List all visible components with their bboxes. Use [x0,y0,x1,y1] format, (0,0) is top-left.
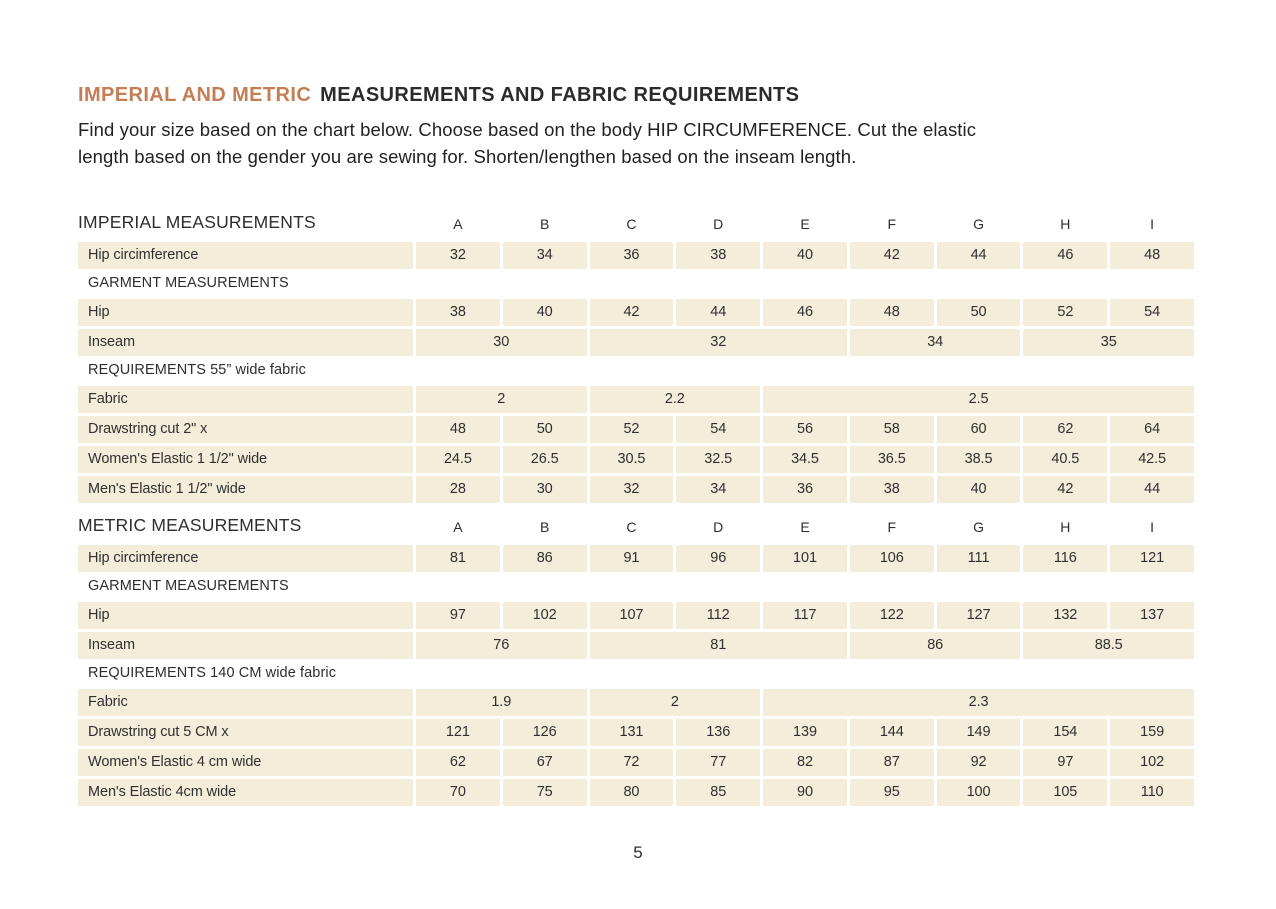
value-cell: 85 [676,779,760,806]
value-cell: 132 [1023,602,1107,629]
value-cell: 121 [1110,545,1194,572]
imperial-section-title: IMPERIAL MEASUREMENTS [78,212,316,232]
metric-column-letter-f: F [887,519,897,535]
row-label: Hip [78,299,413,326]
row-label: Hip circimference [78,242,413,269]
value-cell: 60 [937,416,1021,443]
value-cell: 106 [850,545,934,572]
metric-header-row [78,515,1194,536]
row-label: Women's Elastic 1 1/2" wide [78,446,413,473]
intro-line-1: Find your size based on the chart below. Choose based on the body HIP CIRCUMFERENCE. Cut the elastic [78,119,977,140]
value-cell: 149 [937,719,1021,746]
page-title [78,83,1194,107]
imperial-column-letter-g: G [973,216,984,232]
value-cell: 54 [676,416,760,443]
measurement-tables [78,212,1194,806]
intro-paragraph [78,116,1194,170]
metric-column-letter-b: B [539,519,550,535]
metric-row-drawstring-cut-5-cm-x [78,719,1194,746]
value-cell: 32.5 [676,446,760,473]
value-cell: 34 [676,476,760,503]
value-cell: 76 [416,632,587,659]
value-cell: 72 [590,749,674,776]
value-cell: 126 [503,719,587,746]
imperial-subheader-garment-measurements: GARMENT MEASUREMENTS [88,275,289,291]
value-cell: 95 [850,779,934,806]
value-cell: 107 [590,602,674,629]
value-cell: 86 [850,632,1021,659]
value-cell: 90 [763,779,847,806]
value-cell: 159 [1110,719,1194,746]
imperial-column-letter-d: D [713,216,724,232]
value-cell: 48 [1110,242,1194,269]
value-cell: 122 [850,602,934,629]
value-cell: 36 [763,476,847,503]
value-cell: 32 [590,329,847,356]
value-cell: 2 [416,386,587,413]
imperial-row-hip [78,299,1194,326]
row-label: Women's Elastic 4 cm wide [78,749,413,776]
value-cell: 38 [416,299,500,326]
value-cell: 54 [1110,299,1194,326]
value-cell: 36 [590,242,674,269]
value-cell: 40 [503,299,587,326]
value-cell: 81 [590,632,847,659]
value-cell: 2.3 [763,689,1194,716]
metric-column-letter-c: C [626,519,637,535]
value-cell: 40 [937,476,1021,503]
value-cell: 38 [850,476,934,503]
row-label: Drawstring cut 5 CM x [78,719,413,746]
imperial-row-fabric [78,386,1194,413]
row-label: Inseam [78,632,413,659]
value-cell: 144 [850,719,934,746]
value-cell: 116 [1023,545,1107,572]
metric-row-fabric [78,689,1194,716]
value-cell: 154 [1023,719,1107,746]
metric-column-letter-i: I [1150,519,1155,535]
imperial-column-letter-i: I [1150,216,1155,232]
value-cell: 34 [850,329,1021,356]
value-cell: 82 [763,749,847,776]
value-cell: 2.5 [763,386,1194,413]
value-cell: 111 [937,545,1021,572]
row-label: Hip [78,602,413,629]
value-cell: 40 [763,242,847,269]
value-cell: 102 [503,602,587,629]
imperial-column-letter-h: H [1060,216,1071,232]
value-cell: 62 [1023,416,1107,443]
row-label: Fabric [78,689,413,716]
value-cell: 44 [676,299,760,326]
value-cell: 2.2 [590,386,761,413]
page-title-main: MEASUREMENTS AND FABRIC REQUIREMENTS [320,84,800,106]
value-cell: 30 [503,476,587,503]
value-cell: 100 [937,779,1021,806]
value-cell: 32 [590,476,674,503]
imperial-row-drawstring-cut-2-x [78,416,1194,443]
value-cell: 52 [590,416,674,443]
value-cell: 102 [1110,749,1194,776]
value-cell: 50 [503,416,587,443]
imperial-row-men-s-elastic-1-1-2-wide [78,476,1194,503]
imperial-row-women-s-elastic-1-1-2-wide [78,446,1194,473]
value-cell: 58 [850,416,934,443]
row-label: Fabric [78,386,413,413]
value-cell: 28 [416,476,500,503]
value-cell: 86 [503,545,587,572]
value-cell: 26.5 [503,446,587,473]
metric-subheader-requirements-140-cm-wide-fabric: REQUIREMENTS 140 CM wide fabric [88,665,337,681]
metric-column-letter-h: H [1060,519,1071,535]
value-cell: 30.5 [590,446,674,473]
value-cell: 42 [590,299,674,326]
value-cell: 110 [1110,779,1194,806]
value-cell: 30 [416,329,587,356]
value-cell: 139 [763,719,847,746]
value-cell: 67 [503,749,587,776]
value-cell: 97 [1023,749,1107,776]
value-cell: 48 [850,299,934,326]
page-number: 5 [633,843,643,862]
imperial-measurements-table [78,212,1194,503]
metric-column-letter-d: D [713,519,724,535]
intro-line-2: length based on the gender you are sewing for. Shorten/lengthen based on the inseam length. [78,146,857,167]
value-cell: 2 [590,689,761,716]
value-cell: 101 [763,545,847,572]
value-cell: 117 [763,602,847,629]
metric-row-men-s-elastic-4cm-wide [78,779,1194,806]
row-label: Men's Elastic 1 1/2" wide [78,476,413,503]
metric-column-letter-e: E [800,519,810,535]
value-cell: 62 [416,749,500,776]
value-cell: 24.5 [416,446,500,473]
page-title-accent: IMPERIAL AND METRIC [78,84,312,106]
imperial-row-inseam [78,329,1194,356]
value-cell: 70 [416,779,500,806]
metric-row-hip-circimference [78,545,1194,572]
value-cell: 80 [590,779,674,806]
row-label: Men's Elastic 4cm wide [78,779,413,806]
value-cell: 44 [937,242,1021,269]
metric-section-title: METRIC MEASUREMENTS [78,515,302,535]
row-label: Inseam [78,329,413,356]
value-cell: 105 [1023,779,1107,806]
value-cell: 88.5 [1023,632,1194,659]
value-cell: 56 [763,416,847,443]
metric-subheader-garment-measurements: GARMENT MEASUREMENTS [88,578,289,594]
value-cell: 92 [937,749,1021,776]
imperial-column-letter-e: E [800,216,810,232]
value-cell: 52 [1023,299,1107,326]
value-cell: 81 [416,545,500,572]
row-label: Hip circimference [78,545,413,572]
value-cell: 121 [416,719,500,746]
imperial-subheader-requirements-55-wide-fabric: REQUIREMENTS 55” wide fabric [88,362,306,378]
value-cell: 46 [763,299,847,326]
metric-column-letter-g: G [973,519,984,535]
value-cell: 38 [676,242,760,269]
value-cell: 137 [1110,602,1194,629]
value-cell: 91 [590,545,674,572]
metric-row-hip [78,602,1194,629]
value-cell: 38.5 [937,446,1021,473]
value-cell: 131 [590,719,674,746]
value-cell: 136 [676,719,760,746]
value-cell: 42 [850,242,934,269]
value-cell: 64 [1110,416,1194,443]
value-cell: 77 [676,749,760,776]
metric-measurements-table [78,515,1194,806]
value-cell: 34 [503,242,587,269]
value-cell: 48 [416,416,500,443]
value-cell: 1.9 [416,689,587,716]
metric-row-inseam [78,632,1194,659]
imperial-column-letter-a: A [453,216,463,232]
imperial-column-letter-f: F [887,216,897,232]
metric-column-letter-a: A [453,519,463,535]
value-cell: 50 [937,299,1021,326]
imperial-column-letter-c: C [626,216,637,232]
value-cell: 34.5 [763,446,847,473]
value-cell: 36.5 [850,446,934,473]
value-cell: 44 [1110,476,1194,503]
value-cell: 32 [416,242,500,269]
value-cell: 42.5 [1110,446,1194,473]
metric-row-women-s-elastic-4-cm-wide [78,749,1194,776]
imperial-row-hip-circimference [78,242,1194,269]
imperial-column-letter-b: B [539,216,550,232]
value-cell: 46 [1023,242,1107,269]
value-cell: 97 [416,602,500,629]
value-cell: 96 [676,545,760,572]
row-label: Drawstring cut 2" x [78,416,413,443]
value-cell: 42 [1023,476,1107,503]
value-cell: 112 [676,602,760,629]
value-cell: 75 [503,779,587,806]
value-cell: 40.5 [1023,446,1107,473]
value-cell: 127 [937,602,1021,629]
value-cell: 35 [1023,329,1194,356]
imperial-header-row [78,212,1194,233]
value-cell: 87 [850,749,934,776]
